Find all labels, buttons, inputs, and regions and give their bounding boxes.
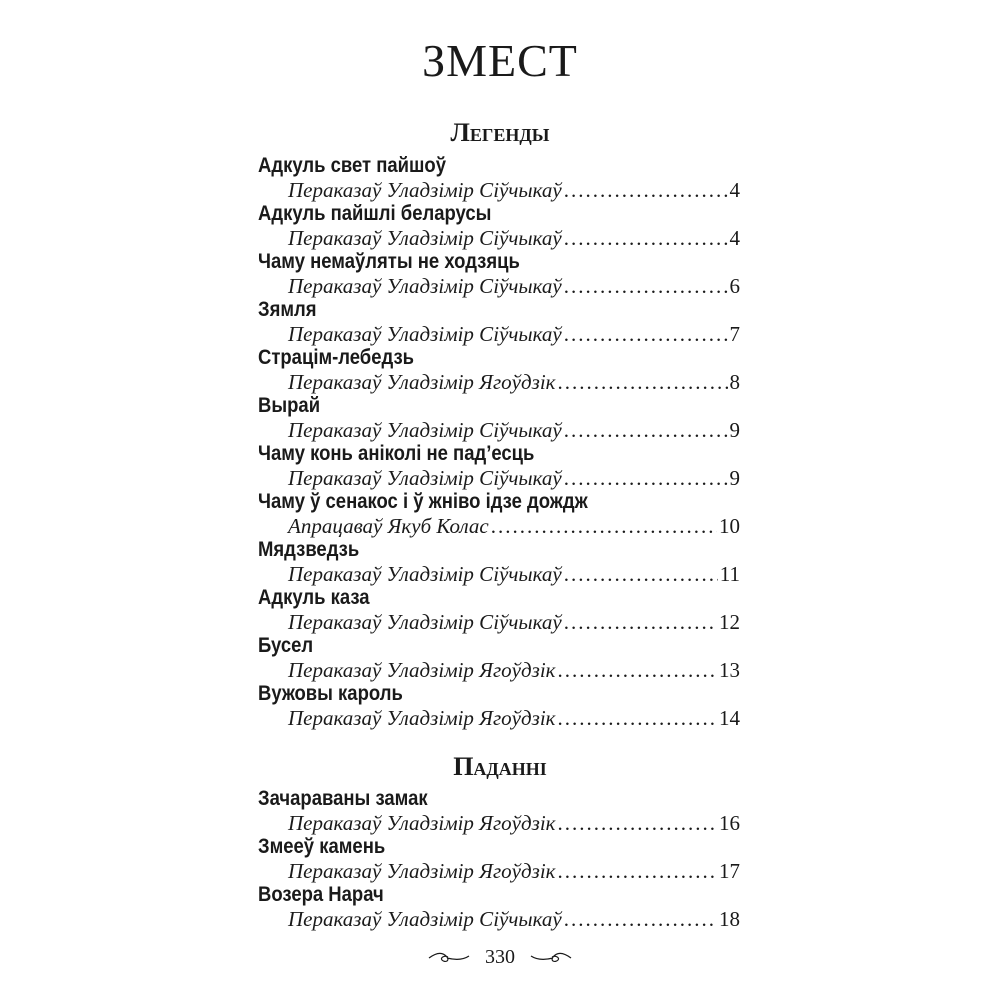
dot-leader [564, 562, 718, 586]
toc-entry[interactable] [258, 490, 740, 538]
entry-line [258, 907, 740, 931]
entry-author: Пераказаў Уладзімір Сіўчыкаў [288, 178, 562, 202]
entry-page: 9 [729, 466, 740, 490]
entry-title: Адкуль каза [258, 586, 370, 609]
entry-title: Чаму немаўляты не ходзяць [258, 250, 520, 273]
toc-entry[interactable] [258, 682, 740, 730]
entry-title: Вужовы кароль [258, 682, 403, 705]
dot-leader [564, 907, 717, 931]
entry-line [258, 706, 740, 730]
entry-author: Пераказаў Уладзімір Ягоўдзік [288, 706, 556, 730]
toc-entry[interactable] [258, 394, 740, 442]
toc-entry[interactable] [258, 442, 740, 490]
entry-author: Пераказаў Уладзімір Сіўчыкаў [288, 610, 562, 634]
entry-author: Пераказаў Уладзімір Ягоўдзік [288, 370, 556, 394]
dot-leader [557, 859, 717, 883]
entry-title: Зямля [258, 298, 317, 321]
entry-page: 4 [729, 178, 740, 202]
entry-author: Пераказаў Уладзімір Сіўчыкаў [288, 322, 562, 346]
entry-line [258, 178, 740, 202]
entry-line [258, 274, 740, 298]
entry-line [258, 859, 740, 883]
entry-title: Вырай [258, 394, 321, 417]
entry-page: 10 [719, 514, 740, 538]
section-title-legends: Легенды [450, 118, 550, 147]
entry-title: Бусел [258, 634, 314, 657]
dot-leader [564, 610, 717, 634]
entry-author: Пераказаў Уладзімір Ягоўдзік [288, 658, 556, 682]
page-footer [0, 946, 1000, 969]
entry-line [258, 562, 740, 586]
toc-list-legends [258, 154, 740, 730]
toc-entry[interactable] [258, 634, 740, 682]
dot-leader [564, 418, 728, 442]
toc-entry[interactable] [258, 250, 740, 298]
toc-entry[interactable] [258, 835, 740, 883]
entry-title: Чаму конь аніколі не пад’есць [258, 442, 535, 465]
entry-author: Пераказаў Уладзімір Сіўчыкаў [288, 226, 562, 250]
entry-title: Чаму ў сенакос і ў жніво ідзе дождж [258, 490, 588, 513]
dot-leader [564, 274, 728, 298]
toc-entry[interactable] [258, 538, 740, 586]
entry-author: Апрацаваў Якуб Колас [288, 514, 489, 538]
entry-line [258, 514, 740, 538]
entry-author: Пераказаў Уладзімір Сіўчыкаў [288, 562, 562, 586]
toc-entry[interactable] [258, 883, 740, 931]
entry-page: 11 [719, 562, 740, 586]
entry-line [258, 811, 740, 835]
entry-author: Пераказаў Уладзімір Сіўчыкаў [288, 466, 562, 490]
entry-line [258, 658, 740, 682]
toc-entry[interactable] [258, 346, 740, 394]
entry-page: 8 [729, 370, 740, 394]
entry-title: Зачараваны замак [258, 787, 428, 810]
entry-page: 12 [719, 610, 740, 634]
dot-leader [557, 706, 717, 730]
toc-entry[interactable] [258, 202, 740, 250]
entry-page: 13 [719, 658, 740, 682]
entry-title: Адкуль пайшлі беларусы [258, 202, 492, 225]
entry-title: Мядзведзь [258, 538, 360, 561]
dot-leader [491, 514, 717, 538]
dot-leader [564, 466, 728, 490]
dot-leader [564, 322, 728, 346]
entry-title: Страцім-лебедзь [258, 346, 415, 369]
toc-entry[interactable] [258, 586, 740, 634]
entry-line [258, 610, 740, 634]
entry-page: 4 [729, 226, 740, 250]
toc-entry[interactable] [258, 298, 740, 346]
entry-page: 9 [729, 418, 740, 442]
entry-line [258, 226, 740, 250]
dot-leader [564, 226, 728, 250]
section-title-legends-paddanni: Паданні [453, 752, 547, 781]
entry-line [258, 466, 740, 490]
entry-title: Возера Нарач [258, 883, 384, 906]
entry-author: Пераказаў Уладзімір Ягоўдзік [288, 811, 556, 835]
toc-entry[interactable] [258, 787, 740, 835]
toc-list-paddanni [258, 787, 740, 931]
entry-page: 14 [719, 706, 740, 730]
flourish-ornament-icon [427, 951, 471, 965]
flourish-ornament-icon [529, 951, 573, 965]
toc-entry[interactable] [258, 154, 740, 202]
entry-title: Адкуль свет пайшоў [258, 154, 446, 177]
entry-title: Змееў камень [258, 835, 386, 858]
entry-page: 16 [719, 811, 740, 835]
entry-author: Пераказаў Уладзімір Сіўчыкаў [288, 418, 562, 442]
entry-page: 18 [719, 907, 740, 931]
page-number: 330 [485, 946, 515, 968]
entry-line [258, 322, 740, 346]
entry-line [258, 370, 740, 394]
dot-leader [564, 178, 728, 202]
entry-line [258, 418, 740, 442]
entry-page: 7 [729, 322, 740, 346]
dot-leader [557, 658, 717, 682]
entry-author: Пераказаў Уладзімір Сіўчыкаў [288, 907, 562, 931]
entry-page: 17 [719, 859, 740, 883]
entry-author: Пераказаў Уладзімір Сіўчыкаў [288, 274, 562, 298]
entry-page: 6 [729, 274, 740, 298]
dot-leader [557, 370, 727, 394]
page-title: ЗМЕСТ [422, 35, 578, 86]
entry-author: Пераказаў Уладзімір Ягоўдзік [288, 859, 556, 883]
dot-leader [557, 811, 717, 835]
